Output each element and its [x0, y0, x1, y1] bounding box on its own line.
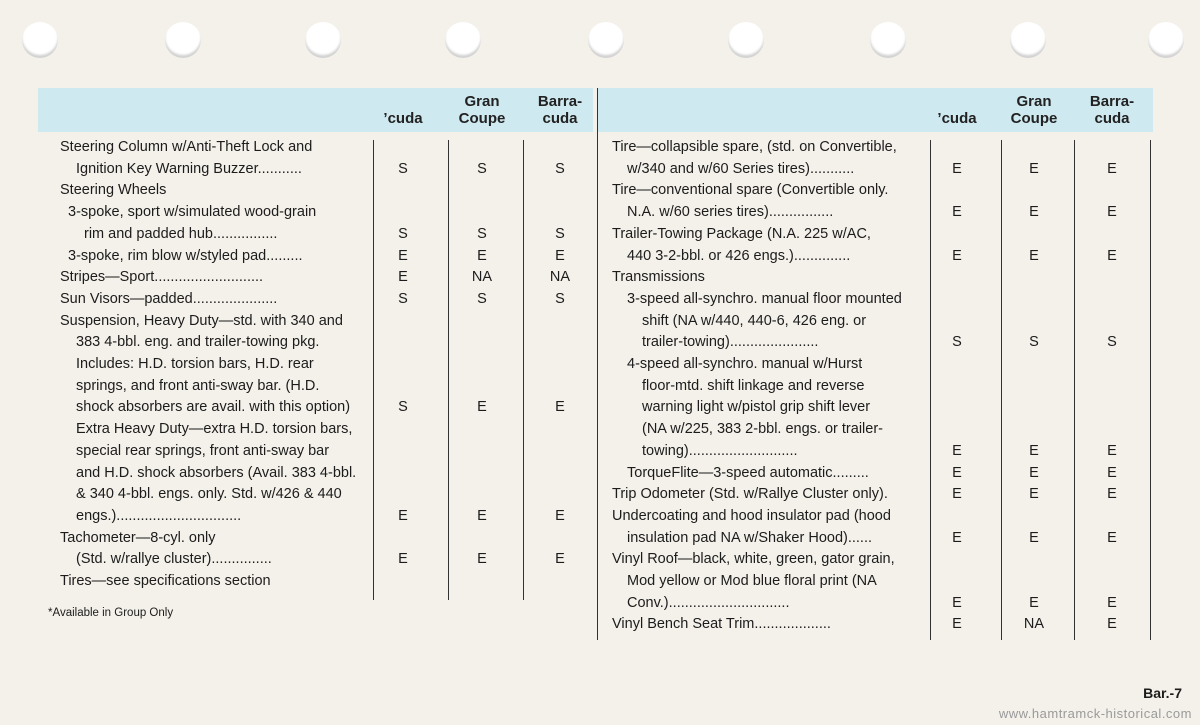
right-row-description: (NA w/225, 383 2-bbl. engs. or trailer- [642, 421, 883, 438]
right-row-description: Trip Odometer (Std. w/Rallye Cluster only). [612, 486, 888, 503]
right-row-description: Trailer-Towing Package (N.A. 225 w/AC, [612, 225, 871, 242]
site-credit: www.hamtramck-historical.com [998, 706, 1192, 721]
left-row-description: 383 4-bbl. eng. and trailer-towing pkg. [76, 334, 320, 351]
right-row-description: Transmissions [612, 269, 705, 286]
binder-hole [22, 22, 58, 58]
right-row-cell-col-3: E [1107, 529, 1117, 546]
left-row-cell-col-3: NA [549, 269, 571, 286]
right-row-cell-col-3: E [1107, 160, 1117, 177]
right-row-cell-col-1: E [952, 247, 962, 264]
right-row-cell-col-3: E [1107, 247, 1117, 264]
right-row-cell-col-1: E [952, 442, 962, 459]
right-row-cell-col-3: E [1107, 486, 1117, 503]
left-row-cell-col-3: E [555, 507, 565, 524]
binder-hole [1010, 22, 1046, 58]
left-row-cell-col-1: E [398, 247, 408, 264]
right-row-description: w/340 and w/60 Series tires)........... [627, 160, 855, 177]
left-row-description: (Std. w/rallye cluster)............... [76, 551, 272, 568]
right-row-description: Tire—conventional spare (Convertible only. [612, 182, 889, 199]
right-row-description: Vinyl Bench Seat Trim................... [612, 616, 831, 633]
right-col-line-2 [1001, 140, 1002, 640]
left-row-cell-col-2: S [477, 160, 487, 177]
left-row-cell-col-2: NA [471, 269, 493, 286]
left-row-cell-col-1: S [398, 399, 408, 416]
left-row-cell-col-1: E [398, 551, 408, 568]
binder-hole [165, 22, 201, 58]
left-header-col-3: Barra- cuda [537, 93, 583, 127]
right-row-cell-col-1: E [952, 486, 962, 503]
right-row-description: 3-speed all-synchro. manual floor mounted [627, 290, 902, 307]
left-row-cell-col-1: S [398, 160, 408, 177]
right-row-description: 4-speed all-synchro. manual w/Hurst [627, 356, 863, 372]
right-row-cell-col-2: E [1029, 160, 1039, 177]
left-row-description: springs, and front anti-sway bar. (H.D. [76, 377, 320, 394]
right-row-description: Mod yellow or Mod blue floral print (NA [627, 573, 877, 589]
binder-hole [870, 22, 906, 58]
right-row-description: Undercoating and hood insulator pad (hood [612, 507, 891, 524]
center-divider [597, 88, 598, 640]
left-row-cell-col-2: E [477, 507, 487, 524]
left-row-description: Ignition Key Warning Buzzer........... [76, 160, 302, 177]
left-row-cell-col-2: E [477, 551, 487, 568]
left-row-description: Steering Wheels [60, 182, 167, 199]
right-row-cell-col-3: E [1107, 442, 1117, 459]
right-row-description: warning light w/pistol grip shift lever [642, 399, 871, 416]
right-row-description: Conv.).............................. [627, 594, 790, 611]
left-row-description: Steering Column w/Anti-Theft Lock and [60, 139, 313, 155]
right-row-cell-col-2: E [1029, 486, 1039, 503]
right-row-description: N.A. w/60 series tires)................ [627, 204, 834, 221]
right-row-description: towing)........................... [642, 442, 798, 459]
left-row-description: special rear springs, front anti-sway bar [76, 442, 330, 459]
left-row-description: Tires—see specifications section [60, 573, 271, 589]
right-header-col-2: Gran Coupe [1010, 93, 1058, 127]
page-number: Bar.-7 [1143, 685, 1182, 701]
left-header-col-2: Gran Coupe [458, 93, 506, 127]
left-row-description: 3-spoke, rim blow w/styled pad......... [68, 247, 303, 264]
right-row-cell-col-2: E [1029, 464, 1039, 481]
right-row-cell-col-2: E [1029, 204, 1039, 221]
right-row-cell-col-3: E [1107, 594, 1117, 611]
left-row-description: rim and padded hub................ [84, 225, 278, 242]
right-row-description: 440 3-2-bbl. or 426 engs.).............. [627, 247, 851, 264]
right-row-description: shift (NA w/440, 440-6, 426 eng. or [642, 312, 867, 329]
left-row-cell-col-1: E [398, 269, 408, 286]
right-row-cell-col-2: E [1029, 594, 1039, 611]
left-row-cell-col-2: E [477, 247, 487, 264]
right-row-cell-col-1: S [952, 334, 962, 351]
left-row-cell-col-1: S [398, 290, 408, 307]
right-row-cell-col-2: E [1029, 529, 1039, 546]
right-col-line-3 [1074, 140, 1075, 640]
right-row-description: trailer-towing)...................... [642, 334, 819, 351]
left-row-cell-col-3: S [555, 225, 565, 242]
right-row-cell-col-3: E [1107, 464, 1117, 481]
left-row-description: Suspension, Heavy Duty—std. with 340 and [60, 312, 343, 329]
left-row-cell-col-2: S [477, 225, 487, 242]
left-row-cell-col-3: E [555, 551, 565, 568]
right-row-description: Vinyl Roof—black, white, green, gator grain, [612, 551, 895, 568]
left-row-cell-col-2: E [477, 399, 487, 416]
right-row-cell-col-1: E [952, 204, 962, 221]
binder-hole [305, 22, 341, 58]
right-row-cell-col-2: E [1029, 247, 1039, 264]
binder-hole [588, 22, 624, 58]
left-row-cell-col-3: E [555, 247, 565, 264]
left-row-description: Extra Heavy Duty—extra H.D. torsion bars, [76, 421, 353, 438]
right-row-cell-col-3: E [1107, 204, 1117, 221]
left-row-cell-col-3: S [555, 160, 565, 177]
left-col-line-1 [373, 140, 374, 600]
right-row-description: TorqueFlite—3-speed automatic......... [627, 464, 869, 481]
right-row-description: floor-mtd. shift linkage and reverse [642, 377, 865, 394]
right-row-cell-col-1: E [952, 464, 962, 481]
left-row-description: 3-spoke, sport w/simulated wood-grain [68, 204, 317, 221]
left-header-col-1: ’cuda [383, 110, 423, 127]
right-row-cell-col-2: S [1029, 334, 1039, 351]
binder-holes [0, 0, 1200, 75]
left-row-description: Tachometer—8-cyl. only [60, 529, 216, 546]
binder-hole [728, 22, 764, 58]
right-row-cell-col-1: E [952, 529, 962, 546]
left-row-cell-col-1: S [398, 225, 408, 242]
left-row-description: Includes: H.D. torsion bars, H.D. rear [76, 356, 314, 372]
right-row-description: insulation pad NA w/Shaker Hood)...... [627, 529, 873, 546]
right-row-cell-col-1: E [952, 616, 962, 633]
left-row-description: and H.D. shock absorbers (Avail. 383 4-bbl. [76, 464, 357, 481]
right-row-cell-col-3: S [1107, 334, 1117, 351]
right-header-col-3: Barra- cuda [1089, 93, 1135, 127]
left-row-cell-col-1: E [398, 507, 408, 524]
right-row-cell-col-2: E [1029, 442, 1039, 459]
right-row-cell-col-3: E [1107, 616, 1117, 633]
right-col-line-4 [1150, 140, 1151, 640]
left-row-description: shock absorbers are avail. with this option) [76, 399, 351, 416]
right-row-cell-col-1: E [952, 160, 962, 177]
right-header-col-1: ’cuda [937, 110, 977, 127]
binder-hole [1148, 22, 1184, 58]
left-row-description: Stripes—Sport........................... [60, 269, 264, 286]
footnote: *Available in Group Only [48, 607, 174, 619]
binder-hole [445, 22, 481, 58]
left-row-description: engs.)............................... [76, 507, 242, 524]
right-row-cell-col-2: NA [1023, 616, 1045, 633]
left-row-cell-col-3: S [555, 290, 565, 307]
left-row-description: & 340 4-bbl. engs. only. Std. w/426 & 440 [76, 486, 342, 503]
left-row-cell-col-2: S [477, 290, 487, 307]
left-col-line-3 [523, 140, 524, 600]
left-col-line-2 [448, 140, 449, 600]
left-row-description: Sun Visors—padded..................... [60, 290, 278, 307]
right-row-description: Tire—collapsible spare, (std. on Convertible, [612, 139, 897, 155]
left-row-cell-col-3: E [555, 399, 565, 416]
right-row-cell-col-1: E [952, 594, 962, 611]
